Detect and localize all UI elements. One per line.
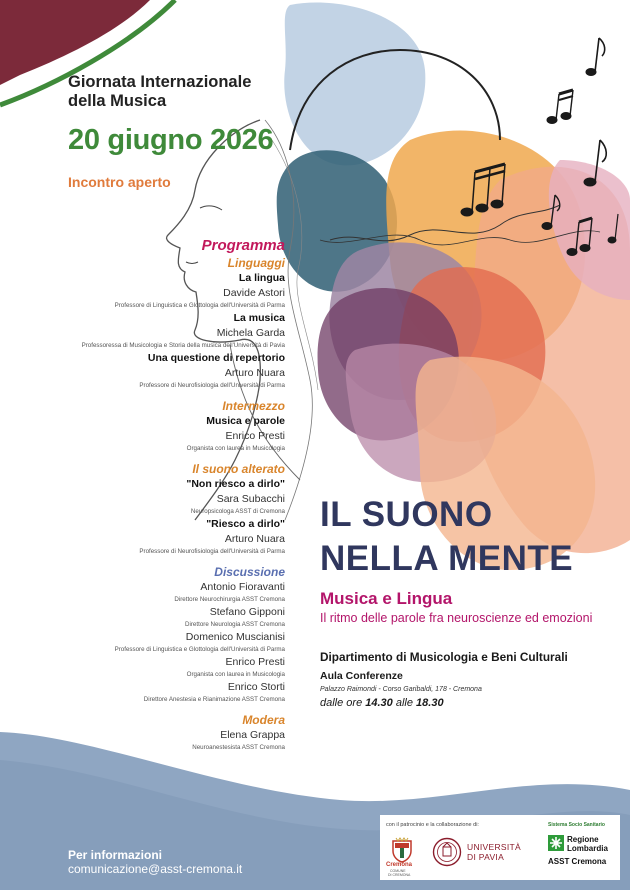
section-title: Linguaggi bbox=[227, 256, 285, 270]
lombardia-line-1: Regione bbox=[567, 835, 599, 844]
speaker-name: Enrico Presti bbox=[225, 656, 285, 668]
cremona-sub-1: COMUNE bbox=[390, 869, 406, 873]
section-title: Modera bbox=[242, 713, 285, 727]
speaker-affiliation: Direttore Neurochirurgia ASST Cremona bbox=[174, 596, 285, 603]
event-date: 20 giugno 2026 bbox=[68, 124, 274, 156]
talk-title: Musica e parole bbox=[206, 415, 285, 427]
speaker-affiliation: Neuropsicologa ASST di Cremona bbox=[190, 508, 285, 515]
talk-title: La musica bbox=[233, 312, 285, 324]
cremona-crest-icon bbox=[390, 837, 414, 863]
main-title-line-2: NELLA MENTE bbox=[320, 539, 574, 578]
talk-title: La lingua bbox=[238, 272, 285, 284]
speaker-name: Enrico Storti bbox=[227, 681, 285, 693]
contact-label: Per informazioni bbox=[68, 848, 163, 862]
patronage-note: con il patrocinio e la collaborazione di: bbox=[386, 822, 479, 828]
speaker-affiliation: Direttore Anestesia e Rianimazione ASST Cremona bbox=[143, 696, 285, 703]
venue-time bbox=[320, 697, 444, 709]
venue-department: Dipartimento di Musicologia e Beni Culturali bbox=[320, 650, 568, 664]
eye-lash bbox=[200, 206, 222, 210]
speaker-name: Arturo Nuara bbox=[224, 533, 285, 545]
speaker-affiliation: Professore di Neurofisiologia dell'Università di Parma bbox=[139, 382, 285, 389]
speaker-name: Davide Astori bbox=[223, 287, 285, 299]
speaker-affiliation: Direttore Neurologia ASST Cremona bbox=[185, 621, 285, 628]
blob-blue-top bbox=[284, 3, 425, 166]
section-title: Intermezzo bbox=[222, 399, 285, 413]
time-start: 14.30 bbox=[365, 697, 393, 709]
lombardia-header: Sistema Socio Sanitario bbox=[548, 822, 605, 828]
time-mid: alle bbox=[395, 697, 413, 709]
programme bbox=[30, 236, 285, 753]
lombardia-line-3: ASST Cremona bbox=[548, 857, 607, 866]
pavia-line-1: UNIVERSITÀ bbox=[467, 842, 522, 852]
section-title: Il suono alterato bbox=[192, 462, 285, 476]
speaker-name: Antonio Fioravanti bbox=[200, 581, 285, 593]
speaker-name: Elena Grappa bbox=[220, 729, 285, 741]
speaker-name: Stefano Gipponi bbox=[209, 606, 285, 618]
speaker-affiliation: Professore di Linguistica e Glottologia dell'Università di Parma bbox=[114, 302, 285, 309]
tagline: Il ritmo delle parole fra neuroscienze ed emozioni bbox=[320, 611, 593, 625]
contact-email[interactable]: comunicazione@asst-cremona.it bbox=[68, 862, 243, 876]
time-end: 18.30 bbox=[416, 697, 444, 709]
lombardia-cross-icon bbox=[548, 835, 564, 851]
speaker-affiliation: Professore di Neurofisiologia dell'Università di Parma bbox=[139, 548, 285, 555]
event-name bbox=[68, 73, 251, 111]
section-title: Discussione bbox=[214, 565, 285, 579]
main-title-line-1: IL SUONO bbox=[320, 495, 493, 534]
cremona-sub-2: DI CREMONA bbox=[388, 873, 411, 877]
speaker-name: Arturo Nuara bbox=[224, 367, 285, 379]
speaker-affiliation: Organista con laurea in Musicologia bbox=[186, 671, 285, 678]
cremona-label: Cremona bbox=[386, 862, 413, 868]
pavia-seal-icon bbox=[432, 837, 462, 867]
pavia-line-2: DI PAVIA bbox=[467, 852, 505, 862]
talk-title: Una questione di repertorio bbox=[147, 352, 285, 364]
time-prefix: dalle ore bbox=[320, 697, 363, 709]
main-title bbox=[320, 493, 573, 581]
partner-logos bbox=[380, 815, 620, 880]
programme-title: Programma bbox=[201, 237, 285, 254]
speaker-name: Domenico Muscianisi bbox=[185, 631, 285, 643]
venue-address: Palazzo Raimondi - Corso Garibaldi, 178 - Cremona bbox=[320, 686, 482, 693]
speaker-affiliation: Neuroanestesista ASST Cremona bbox=[192, 744, 285, 751]
event-name-line-1: Giornata Internazionale bbox=[68, 73, 252, 91]
speaker-name: Enrico Presti bbox=[225, 430, 285, 442]
venue-room: Aula Conferenze bbox=[320, 670, 403, 682]
event-mode: Incontro aperto bbox=[68, 174, 171, 190]
event-name-line-2: della Musica bbox=[68, 92, 167, 110]
lombardia-line-2: Lombardia bbox=[567, 844, 608, 853]
speaker-affiliation: Professoressa di Musicologia e Storia della musica dell'Università di Pavia bbox=[81, 342, 285, 349]
talk-title: "Non riesco a dirlo" bbox=[186, 478, 285, 490]
speaker-name: Michela Garda bbox=[216, 327, 285, 339]
speaker-affiliation: Organista con laurea in Musicologia bbox=[186, 445, 285, 452]
subtitle: Musica e Lingua bbox=[320, 589, 453, 608]
talk-title: "Riesco a dirlo" bbox=[206, 518, 285, 530]
speaker-name: Sara Subacchi bbox=[216, 493, 285, 505]
speaker-affiliation: Professore di Linguistica e Glottologia dell'Università di Parma bbox=[114, 646, 285, 653]
